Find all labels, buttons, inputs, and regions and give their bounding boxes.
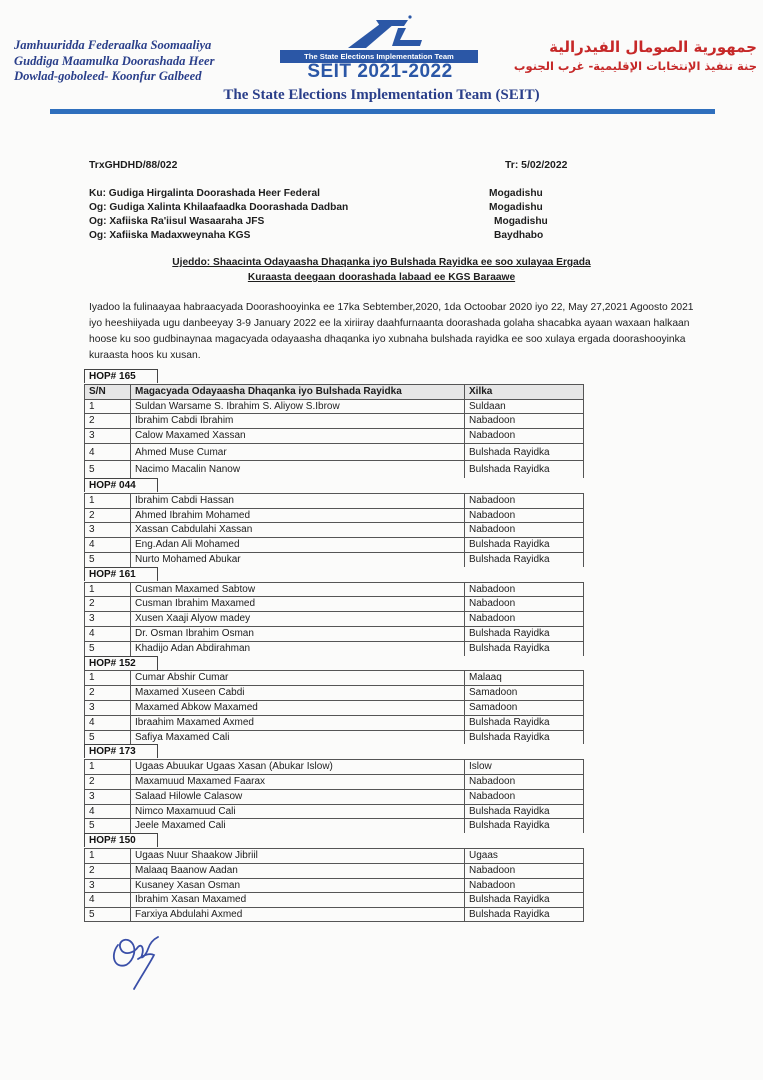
recipient-city: Mogadishu	[489, 202, 543, 213]
seit-logo	[278, 12, 482, 84]
cell-sn: 5	[84, 641, 130, 656]
recipient-line: Og: Gudiga Xalinta Khilaafaadka Doorashada Dadban	[89, 202, 349, 213]
cell-role: Bulshada Rayidka	[464, 552, 584, 567]
cell-name: Farxiya Abdulahi Axmed	[130, 907, 464, 922]
cell-sn: 3	[84, 428, 130, 443]
cell-sn: 5	[84, 460, 130, 478]
cell-role: Malaaq	[464, 670, 584, 685]
table-row	[84, 493, 584, 508]
ballot-box-icon	[336, 14, 432, 54]
hop-group-header	[84, 744, 584, 759]
table-row	[84, 818, 584, 833]
cell-role: Bulshada Rayidka	[464, 626, 584, 641]
cell-name: Ugaas Nuur Shaakow Jibriil	[130, 848, 464, 863]
header-left-line: Dowlad-goboleed- Koonfur Galbeed	[14, 69, 202, 83]
cell-name: Ibrahim Xasan Maxamed	[130, 892, 464, 907]
cell-name: Dr. Osman Ibrahim Osman	[130, 626, 464, 641]
cell-role: Nabadoon	[464, 413, 584, 428]
table-row	[84, 863, 584, 878]
hop-label: HOP# 152	[84, 656, 158, 670]
hop-label: HOP# 150	[84, 833, 158, 847]
cell-sn: 2	[84, 685, 130, 700]
hop-group-header	[84, 833, 584, 848]
cell-sn: 2	[84, 774, 130, 789]
table-row	[84, 626, 584, 641]
cell-name: Nimco Maxamuud Cali	[130, 804, 464, 819]
cell-sn: 4	[84, 804, 130, 819]
cell-name: Ugaas Abuukar Ugaas Xasan (Abukar Islow)	[130, 759, 464, 774]
cell-role: Nabadoon	[464, 611, 584, 626]
cell-role: Islow	[464, 759, 584, 774]
logo-year: SEIT 2021-2022	[307, 61, 453, 82]
cell-sn: 1	[84, 848, 130, 863]
hop-group-header	[84, 369, 584, 384]
cell-role: Nabadoon	[464, 863, 584, 878]
column-header-sn: S/N	[84, 384, 130, 399]
cell-name: Khadijo Adan Abdirahman	[130, 641, 464, 656]
cell-role: Nabadoon	[464, 789, 584, 804]
cell-role: Bulshada Rayidka	[464, 907, 584, 922]
cell-role: Samadoon	[464, 685, 584, 700]
recipient-city: Mogadishu	[489, 188, 543, 199]
cell-role: Nabadoon	[464, 428, 584, 443]
table-header-row	[84, 384, 584, 399]
table-row	[84, 537, 584, 552]
cell-sn: 2	[84, 596, 130, 611]
cell-name: Xusen Xaaji Alyow madey	[130, 611, 464, 626]
cell-sn: 3	[84, 789, 130, 804]
table-row	[84, 878, 584, 893]
subject-line: Kuraasta deegaan doorashada labaad ee KGS Baraawe	[247, 272, 516, 283]
cell-sn: 2	[84, 508, 130, 523]
table-row	[84, 582, 584, 597]
cell-role: Samadoon	[464, 700, 584, 715]
cell-name: Nurto Mohamed Abukar	[130, 552, 464, 567]
header-left-line: Guddiga Maamulka Doorashada Heer	[14, 53, 215, 68]
cell-role: Nabadoon	[464, 582, 584, 597]
cell-role: Bulshada Rayidka	[464, 715, 584, 730]
cell-sn: 1	[84, 493, 130, 508]
table-row	[84, 670, 584, 685]
organization-title: The State Elections Implementation Team (SEIT)	[223, 87, 540, 103]
logo-band-text: The State Elections Implementation Team	[280, 50, 478, 63]
hop-group-header	[84, 567, 584, 582]
hop-label: HOP# 044	[84, 478, 158, 492]
cell-role: Nabadoon	[464, 774, 584, 789]
table-row	[84, 700, 584, 715]
table-row	[84, 774, 584, 789]
cell-sn: 1	[84, 582, 130, 597]
cell-name: Cusman Ibrahim Maxamed	[130, 596, 464, 611]
recipient-line: Ku: Gudiga Hirgalinta Doorashada Heer Federal	[89, 188, 320, 199]
hop-group-header	[84, 656, 584, 671]
cell-sn: 5	[84, 907, 130, 922]
table-row	[84, 443, 584, 461]
handwritten-signature	[104, 925, 164, 993]
cell-sn: 3	[84, 878, 130, 893]
cell-role: Bulshada Rayidka	[464, 804, 584, 819]
cell-name: Eng.Adan Ali Mohamed	[130, 537, 464, 552]
table-row	[84, 428, 584, 443]
table-row	[84, 759, 584, 774]
cell-name: Maxamed Abkow Maxamed	[130, 700, 464, 715]
column-header-name: Magacyada Odayaasha Dhaqanka iyo Bulshada Rayidka	[130, 384, 464, 399]
table-row	[84, 892, 584, 907]
cell-role: Nabadoon	[464, 522, 584, 537]
cell-role: Bulshada Rayidka	[464, 460, 584, 478]
cell-sn: 4	[84, 892, 130, 907]
hop-label: HOP# 173	[84, 744, 158, 758]
cell-role: Bulshada Rayidka	[464, 892, 584, 907]
letter-date: Tr: 5/02/2022	[505, 160, 568, 171]
table-row	[84, 789, 584, 804]
cell-name: Cusman Maxamed Sabtow	[130, 582, 464, 597]
header-left-line: Jamhuuridda Federaalka Soomaaliya	[14, 38, 212, 52]
recipient-city: Mogadishu	[494, 216, 548, 227]
cell-name: Ibrahim Cabdi Ibrahim	[130, 413, 464, 428]
cell-sn: 1	[84, 399, 130, 414]
table-row	[84, 715, 584, 730]
letter-body: Iyadoo la fulinaayaa habraacyada Doorashooyinka ee 17ka Sebtember,2020, 1da Octoobar 2020 iyo 22, May 27,2021 Agoosto 2021 iyo heeshiiyada ugu danbeeyay 3-9 January 2022 ee la xiriiray daahfurnaanta doorashada golaha shacabka ayaan waxaan halkaan hoose ku soo gudbinaynaa magacyada odayaasha dhaqanka iyo xubnaha bulshada rayidka ee soo xulaya ergada doorashooyinka kuraasta hoos ku xusan.	[89, 302, 694, 361]
cell-role: Nabadoon	[464, 493, 584, 508]
cell-role: Nabadoon	[464, 508, 584, 523]
cell-role: Bulshada Rayidka	[464, 730, 584, 745]
cell-name: Ahmed Muse Cumar	[130, 443, 464, 461]
table-row	[84, 611, 584, 626]
table-row	[84, 641, 584, 656]
table-row	[84, 399, 584, 414]
hop-group-header	[84, 478, 584, 493]
subject-line: Ujeddo: Shaacinta Odayaasha Dhaqanka iyo Bulshada Rayidka ee soo xulayaa Ergada	[172, 257, 591, 268]
table-row	[84, 413, 584, 428]
reference-number: TrxGHDHD/88/022	[89, 160, 178, 171]
cell-sn: 4	[84, 443, 130, 461]
cell-name: Kusaney Xasan Osman	[130, 878, 464, 893]
table-row	[84, 508, 584, 523]
hop-label: HOP# 161	[84, 567, 158, 581]
table-row	[84, 596, 584, 611]
cell-sn: 2	[84, 863, 130, 878]
cell-name: Suldan Warsame S. Ibrahim S. Aliyow S.Ibrow	[130, 399, 464, 414]
cell-sn: 5	[84, 730, 130, 745]
cell-role: Nabadoon	[464, 878, 584, 893]
cell-name: Maxamed Xuseen Cabdi	[130, 685, 464, 700]
cell-sn: 2	[84, 413, 130, 428]
header-somali-block	[14, 38, 279, 85]
cell-role: Bulshada Rayidka	[464, 537, 584, 552]
cell-role: Bulshada Rayidka	[464, 641, 584, 656]
cell-name: Nacimo Macalin Nanow	[130, 460, 464, 478]
cell-sn: 4	[84, 537, 130, 552]
cell-role: Ugaas	[464, 848, 584, 863]
cell-name: Salaad Hilowle Calasow	[130, 789, 464, 804]
cell-sn: 3	[84, 611, 130, 626]
cell-sn: 3	[84, 522, 130, 537]
header-right-line: جمهورية الصومال الفيدرالية	[549, 38, 757, 56]
table-row	[84, 522, 584, 537]
table-row	[84, 552, 584, 567]
column-header-role: Xilka	[464, 384, 584, 399]
recipient-line: Og: Xafiiska Madaxweynaha KGS	[89, 230, 251, 241]
cell-name: Cumar Abshir Cumar	[130, 670, 464, 685]
cell-name: Jeele Maxamed Cali	[130, 818, 464, 833]
cell-role: Bulshada Rayidka	[464, 443, 584, 461]
cell-sn: 5	[84, 818, 130, 833]
table-row	[84, 730, 584, 745]
header-arabic-block	[513, 38, 757, 76]
recipient-city: Baydhabo	[494, 230, 544, 241]
table-row	[84, 804, 584, 819]
members-table	[84, 369, 584, 922]
table-row	[84, 460, 584, 478]
cell-sn: 1	[84, 759, 130, 774]
cell-role: Suldaan	[464, 399, 584, 414]
header-divider	[50, 109, 715, 114]
cell-name: Maxamuud Maxamed Faarax	[130, 774, 464, 789]
cell-name: Ibraahim Maxamed Axmed	[130, 715, 464, 730]
cell-sn: 4	[84, 715, 130, 730]
cell-name: Malaaq Baanow Aadan	[130, 863, 464, 878]
hop-label: HOP# 165	[84, 369, 158, 383]
header-right-line: جنة تنفيذ الإنتخابات الإقليمية- غرب الجنوب	[513, 59, 757, 73]
cell-role: Nabadoon	[464, 596, 584, 611]
cell-sn: 5	[84, 552, 130, 567]
table-row	[84, 685, 584, 700]
recipient-line: Og: Xafiiska Ra'iisul Wasaaraha JFS	[89, 216, 265, 227]
table-row	[84, 907, 584, 922]
cell-sn: 3	[84, 700, 130, 715]
cell-sn: 4	[84, 626, 130, 641]
cell-name: Xassan Cabdulahi Xassan	[130, 522, 464, 537]
cell-role: Bulshada Rayidka	[464, 818, 584, 833]
cell-name: Calow Maxamed Xassan	[130, 428, 464, 443]
cell-sn: 1	[84, 670, 130, 685]
cell-name: Ahmed Ibrahim Mohamed	[130, 508, 464, 523]
table-row	[84, 848, 584, 863]
cell-name: Ibrahim Cabdi Hassan	[130, 493, 464, 508]
cell-name: Safiya Maxamed Cali	[130, 730, 464, 745]
